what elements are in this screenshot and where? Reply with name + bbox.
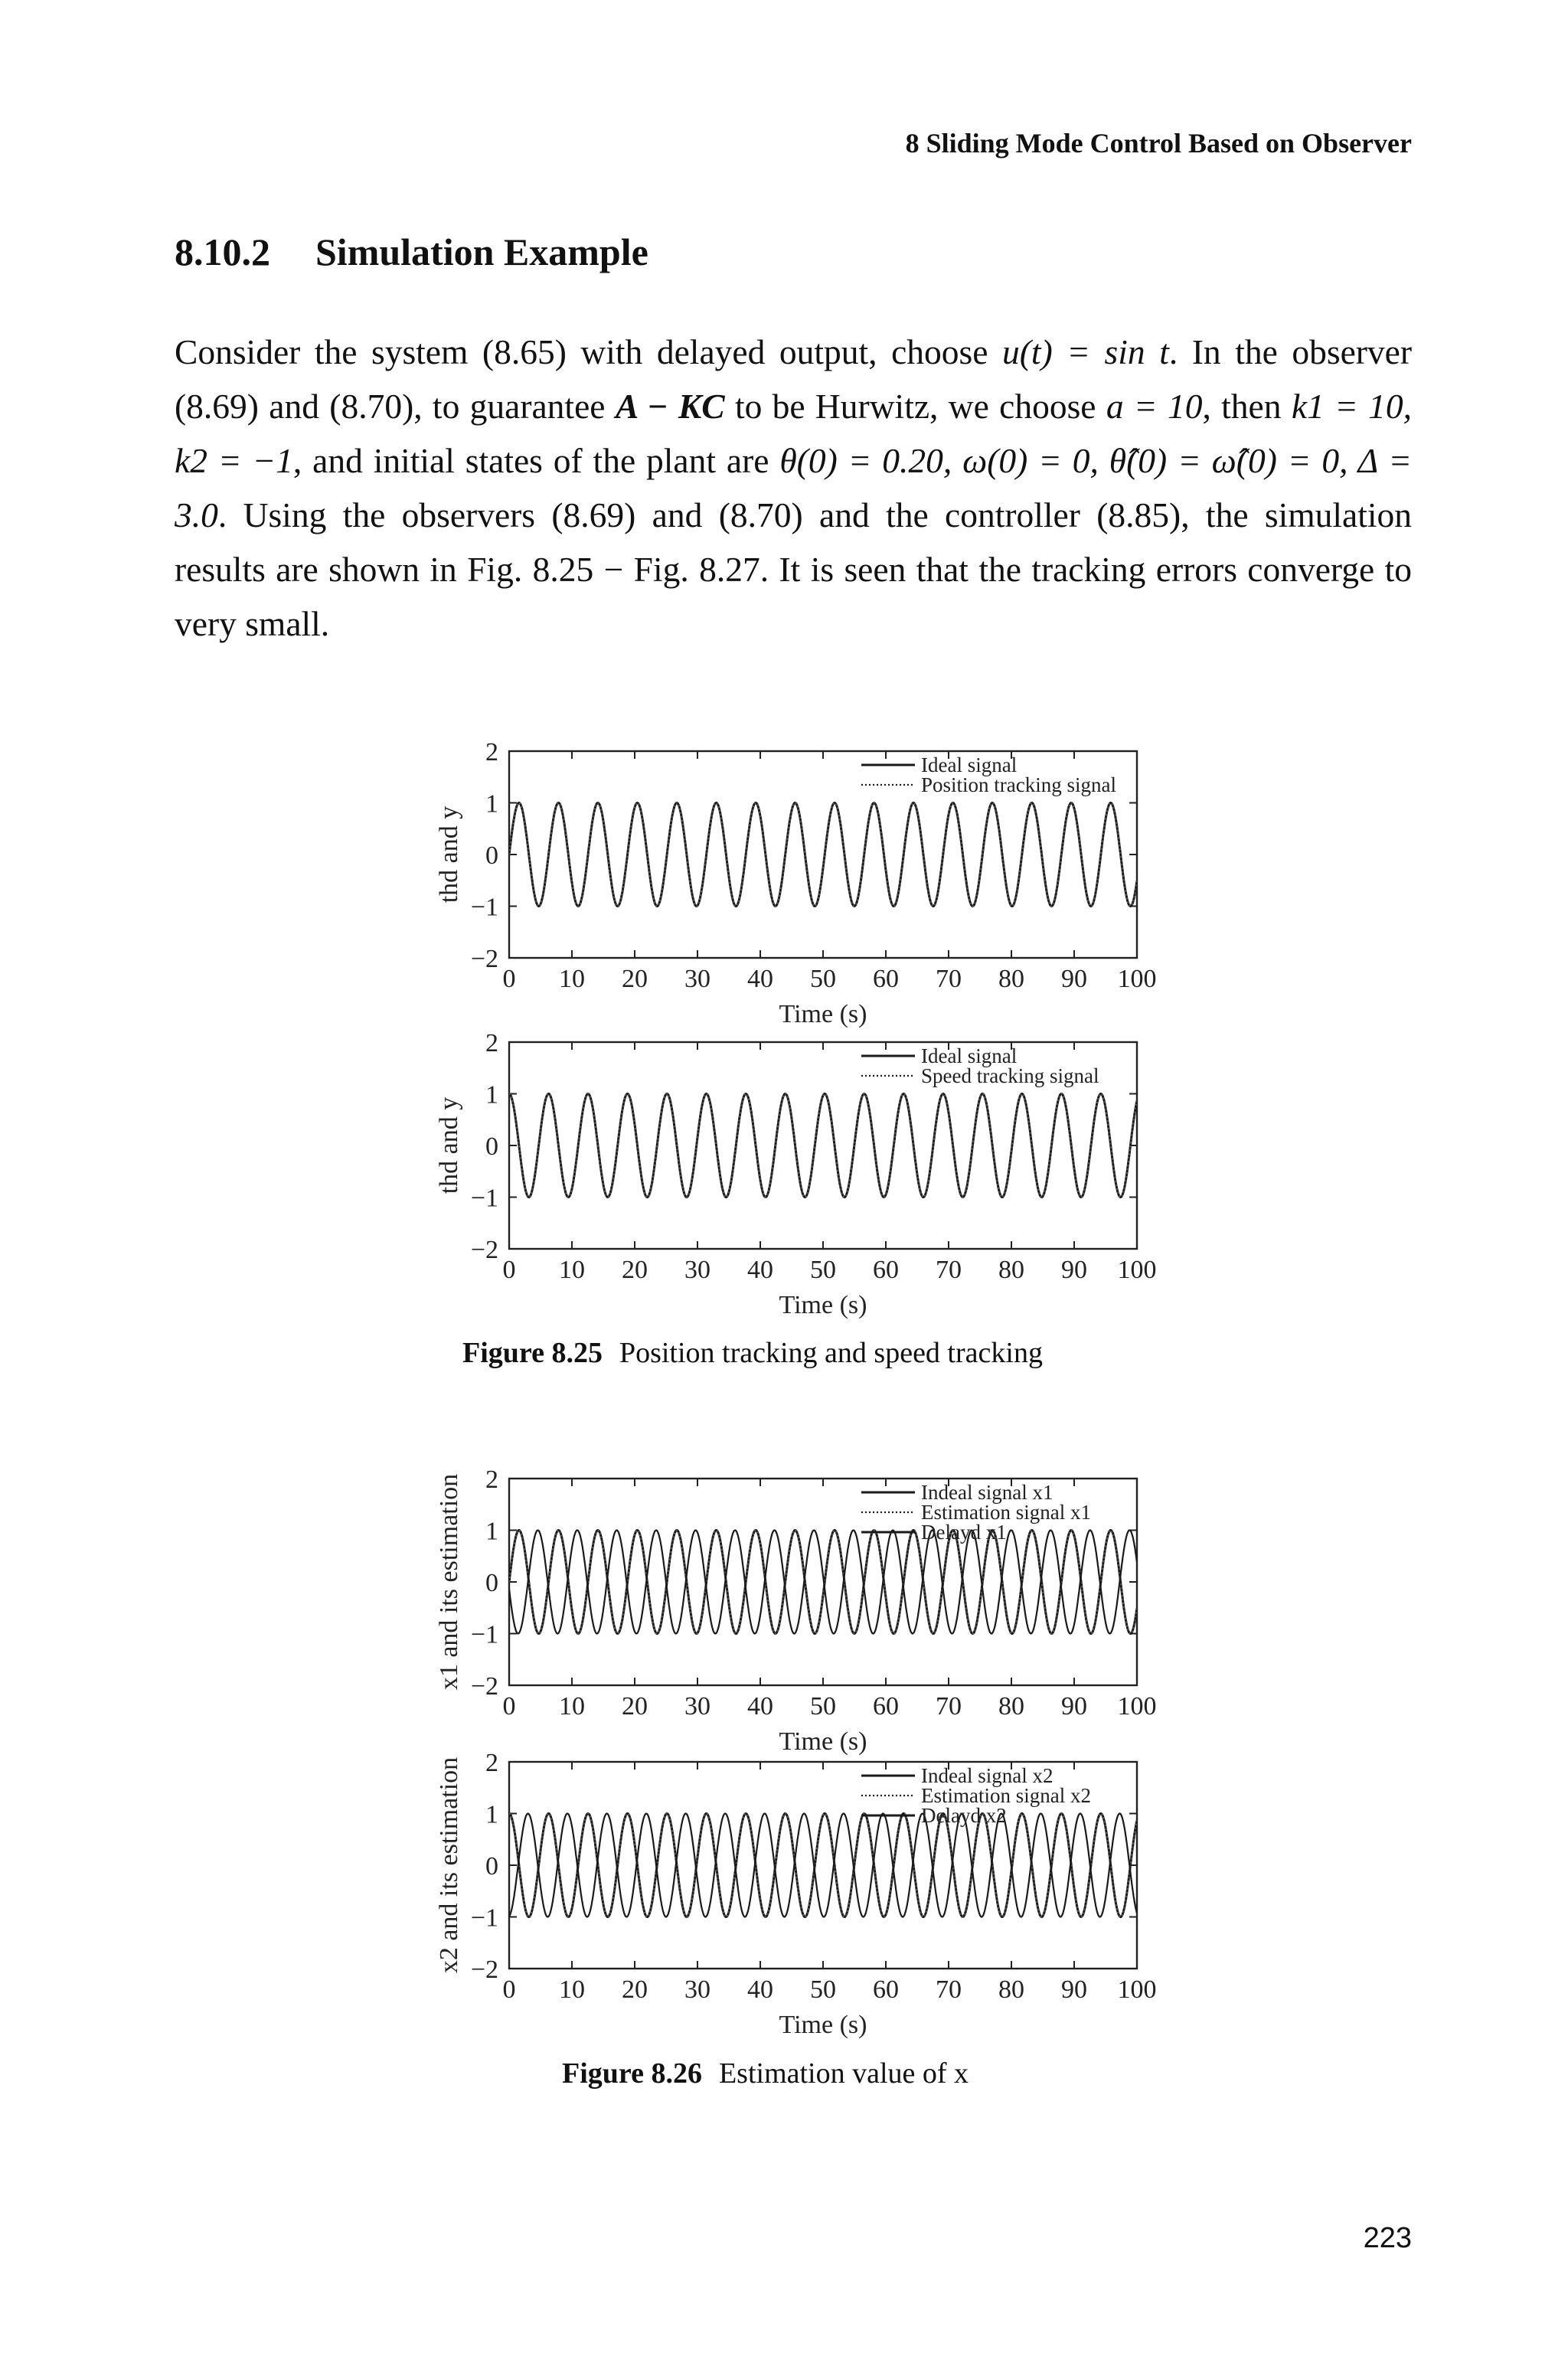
y-axis-label: x2 and its estimation	[435, 1756, 463, 1974]
chart-panel	[435, 1749, 1157, 2039]
section-title	[175, 230, 648, 274]
x-tick-label: 90	[1061, 1975, 1087, 2004]
y-tick-label: −2	[470, 1672, 498, 1701]
y-axis-label: thd and y	[435, 806, 463, 904]
legend-label: Indeal signal x1	[921, 1481, 1054, 1504]
equation-u: u(t) = sin t	[1002, 332, 1169, 371]
chart-position-tracking	[429, 731, 1164, 1319]
x-tick-label: 100	[1117, 1256, 1157, 1284]
x-tick-label: 60	[873, 1975, 899, 2004]
x-tick-label: 10	[559, 1692, 585, 1721]
equation-k: k1 = 10, k2 = −1	[175, 387, 1413, 480]
text-run: . In the observer (8.69) and (8.70), to guarantee	[175, 332, 1413, 426]
legend-label: Ideal signal	[921, 753, 1018, 776]
x-tick-label: 40	[747, 1975, 773, 2004]
x-tick-label: 30	[684, 965, 710, 993]
text-run: Consider the system (8.65) with delayed output, choose	[175, 332, 988, 371]
x-tick-label: 70	[936, 1256, 962, 1284]
legend-label: Ideal signal	[921, 1044, 1018, 1067]
series-group	[509, 1531, 1137, 1634]
y-axis-label: thd and y	[435, 1096, 463, 1194]
x-tick-label: 10	[559, 965, 585, 993]
equation-a: a = 10	[1106, 387, 1203, 426]
x-tick-label: 80	[998, 965, 1024, 993]
x-tick-label: 60	[873, 1256, 899, 1284]
legend-label: Delayd x2	[921, 1804, 1007, 1827]
series-group	[509, 1814, 1137, 1917]
x-tick-label: 30	[684, 1975, 710, 2004]
x-tick-label: 40	[747, 965, 773, 993]
x-tick-label: 30	[684, 1692, 710, 1721]
x-tick-label: 90	[1061, 965, 1087, 993]
x-tick-label: 20	[622, 1975, 648, 2004]
y-axis-label: x1 and its estimation	[435, 1473, 463, 1691]
section-number: 8.10.2	[175, 230, 270, 273]
y-tick-label: 1	[485, 1517, 498, 1546]
x-tick-label: 0	[502, 1975, 516, 2004]
y-tick-label: 1	[485, 789, 498, 819]
x-tick-label: 50	[810, 1692, 836, 1721]
y-tick-label: −2	[470, 1236, 498, 1264]
y-tick-label: 1	[485, 1080, 498, 1109]
x-tick-label: 0	[502, 1256, 516, 1284]
chart-x-estimation	[429, 1459, 1164, 2041]
y-tick-label: 0	[485, 1852, 498, 1881]
figure-8-25	[429, 731, 1164, 1319]
x-tick-label: 100	[1117, 965, 1157, 993]
x-tick-label: 90	[1061, 1256, 1087, 1284]
y-tick-label: −1	[470, 1904, 498, 1933]
x-axis-label: Time (s)	[779, 2011, 867, 2039]
y-tick-label: 0	[485, 1569, 498, 1597]
y-tick-label: 1	[485, 1800, 498, 1829]
y-tick-label: 2	[485, 1029, 498, 1057]
x-tick-label: 30	[684, 1256, 710, 1284]
x-tick-label: 60	[873, 965, 899, 993]
x-tick-label: 100	[1117, 1975, 1157, 2004]
x-tick-label: 50	[810, 965, 836, 993]
caption-label: Figure 8.25	[462, 1337, 603, 1369]
y-tick-label: 0	[485, 1132, 498, 1161]
x-tick-label: 20	[622, 965, 648, 993]
chart-panel	[435, 1466, 1157, 1756]
text-run: . Using the observers (8.69) and (8.70) and the controller (8.85), the simulation results are shown in Fig. 8.25 − Fig. 8.27. It is seen that the tracking errors converge to very small.	[175, 495, 1412, 643]
x-tick-label: 70	[936, 1975, 962, 2004]
x-tick-label: 50	[810, 1256, 836, 1284]
body-paragraph	[175, 325, 1412, 651]
legend-label: Estimation signal x2	[921, 1784, 1091, 1807]
caption-text: Position tracking and speed tracking	[619, 1337, 1043, 1369]
chart-panel	[435, 738, 1157, 1028]
x-tick-label: 70	[936, 965, 962, 993]
text-run: , then	[1202, 387, 1282, 426]
text-run: to be Hurwitz, we choose	[734, 387, 1096, 426]
legend-label: Delayd x1	[921, 1521, 1007, 1544]
caption-label: Figure 8.26	[562, 2057, 702, 2090]
series-line	[509, 1814, 1137, 1917]
x-tick-label: 90	[1061, 1692, 1087, 1721]
x-axis-label: Time (s)	[779, 1000, 867, 1028]
x-tick-label: 40	[747, 1692, 773, 1721]
equation-initial-states: θ(0) = 0.20, ω(0) = 0, θ̂(0) = ω̂(0) = 0, Δ = 3.0	[175, 441, 1412, 534]
y-tick-label: 2	[485, 1466, 498, 1494]
x-tick-label: 0	[502, 965, 516, 993]
y-tick-label: 0	[485, 841, 498, 870]
y-tick-label: −1	[470, 1620, 498, 1649]
figure-8-25-caption	[462, 1336, 1043, 1370]
running-head: 8 Sliding Mode Control Based on Observer	[905, 128, 1412, 158]
legend-label: Position tracking signal	[921, 773, 1116, 796]
x-tick-label: 100	[1117, 1692, 1157, 1721]
x-tick-label: 50	[810, 1975, 836, 2004]
x-tick-label: 80	[998, 1256, 1024, 1284]
series-group	[509, 803, 1137, 907]
equation-hurwitz: A − KC	[615, 387, 725, 426]
text-run: , and initial states of the plant are	[292, 441, 769, 480]
figure-8-26	[429, 1459, 1164, 2041]
series-line	[509, 803, 1137, 907]
x-tick-label: 10	[559, 1975, 585, 2004]
figure-8-26-caption	[562, 2057, 969, 2090]
x-tick-label: 60	[873, 1692, 899, 1721]
section-heading: Simulation Example	[315, 230, 648, 273]
series-line	[509, 1094, 1137, 1198]
x-axis-label: Time (s)	[779, 1727, 867, 1756]
y-tick-label: −2	[470, 945, 498, 973]
x-tick-label: 10	[559, 1256, 585, 1284]
legend-label: Estimation signal x1	[921, 1501, 1091, 1524]
x-tick-label: 0	[502, 1692, 516, 1721]
legend-label: Speed tracking signal	[921, 1064, 1099, 1087]
chart-panel	[435, 1029, 1157, 1319]
y-tick-label: −2	[470, 1956, 498, 1984]
page-number: 223	[1363, 2222, 1412, 2254]
y-tick-label: 2	[485, 738, 498, 766]
series-group	[509, 1094, 1137, 1198]
y-tick-label: 2	[485, 1749, 498, 1777]
x-tick-label: 20	[622, 1692, 648, 1721]
x-tick-label: 80	[998, 1975, 1024, 2004]
caption-text: Estimation value of x	[718, 2057, 969, 2090]
x-tick-label: 80	[998, 1692, 1024, 1721]
y-tick-label: −1	[470, 1184, 498, 1213]
legend-label: Indeal signal x2	[921, 1764, 1054, 1787]
x-tick-label: 70	[936, 1692, 962, 1721]
x-axis-label: Time (s)	[779, 1291, 867, 1319]
x-tick-label: 40	[747, 1256, 773, 1284]
x-tick-label: 20	[622, 1256, 648, 1284]
y-tick-label: −1	[470, 893, 498, 922]
